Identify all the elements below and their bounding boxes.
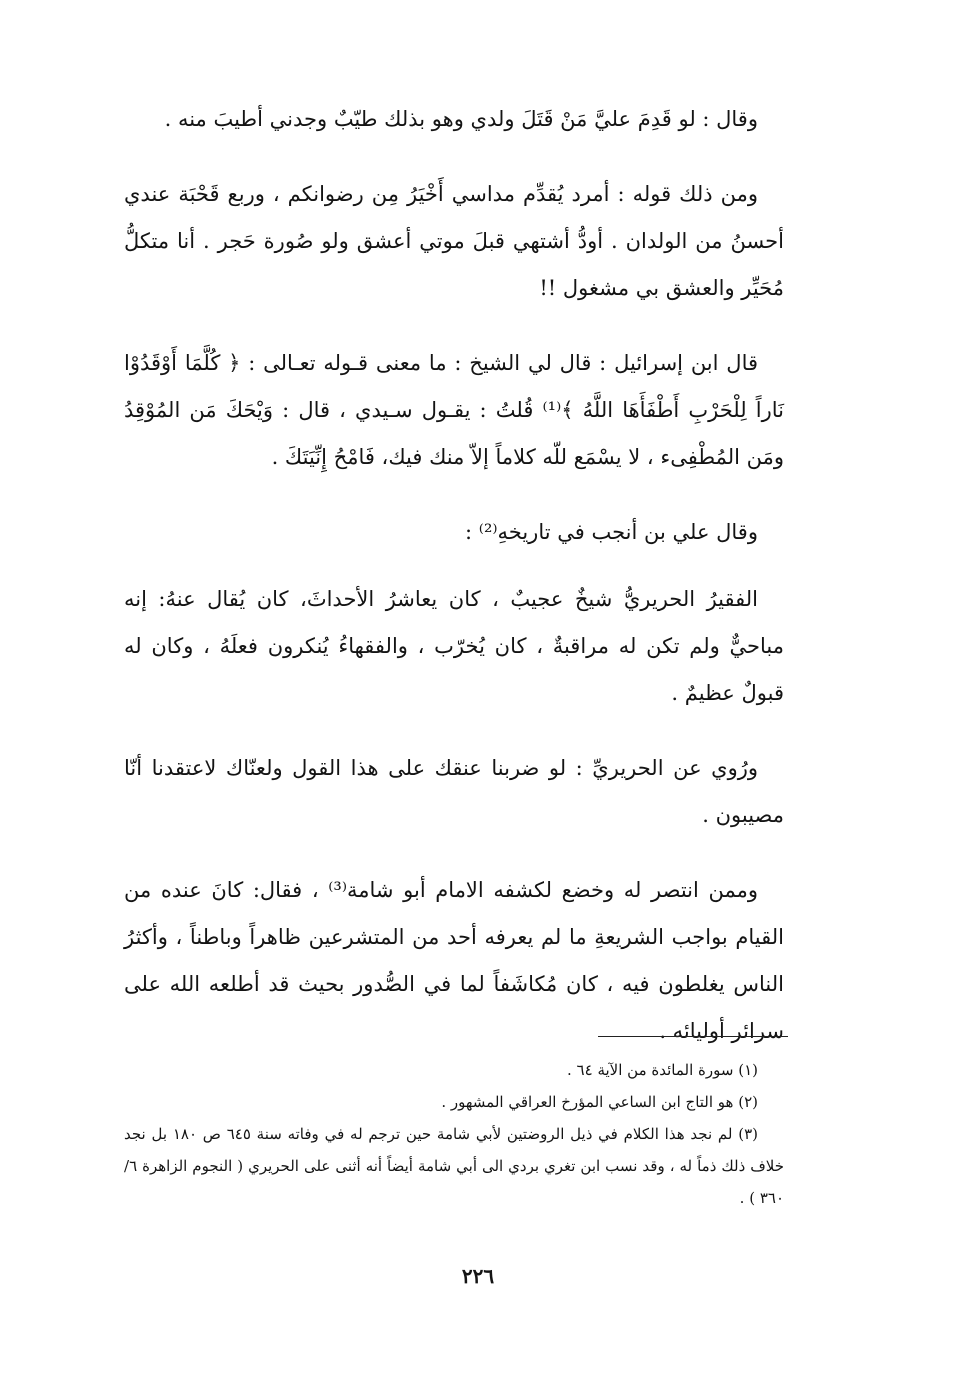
paragraph-4: وقال علي بن أنجب في تاريخهِ⁽²⁾ : (465, 520, 758, 544)
paragraph-2: ومن ذلك قوله : أمرد يُقدِّم مداسي أَخْيَرُ مِن رضوانكم ، وربع قَحْبَة عندي أحسنُ من الولدان . أودُّ أشتهي قبلَ موتي أعشق ولو صُورة حَجر . أنا متكلُّ مُحَيِّر والعشق بي مشغول !! (124, 182, 784, 300)
paragraph-6: ورُوي عن الحريريِّ : لو ضربنا عنقك على هذا القول ولعنّاك لاعتقدنا أنّا مصيبون . (124, 756, 784, 827)
footnotes (124, 1054, 784, 1214)
paragraph-3: قال ابن إسرائيل : قال لي الشيخ : ما معنى قـوله تعـالى : ﴿ كُلَّمَا أَوْقَدُوْا نَاراً لِلْحَرْبِ أَطْفَأَهَا اللَّهُ ﴾⁽¹⁾ قُلتُ : يقـول سـيدي ، قال : وَيْحَكَ مَن المُوْقِدُ ومَن المُطْفِىء ، لا يسْمَع للّه كلاماً إلاّ منك فيك، فَامْحُ إِنِّيَتَكَ . (124, 351, 784, 469)
page-number: ٢٢٦ (461, 1264, 495, 1288)
footnote-2: (٢) هو التاج ابن الساعي المؤرخ العراقي المشهور . (441, 1093, 758, 1111)
paragraph-1: وقال : لو قَدِمَ عليَّ مَنْ قَتَلَ ولدي وهو بذلك طيّبٌ وجدني أطيبَ منه . (164, 107, 758, 131)
paragraph-5: الفقيرُ الحريريُّ شيخٌ عجيبٌ ، كان يعاشرُ الأحداثَ، كان يُقال عنهُ: إنه مباحيٌّ ولم تكن له مراقبةٌ ، كان يُخرّب ، والفقهاءُ يُنكرون فعلَهُ ، وكان له قبولٌ عظيمٌ . (124, 587, 784, 705)
paragraph-7: وممن انتصر له وخضع لكشفه الامام أبو شامة⁽³⁾ ، فقال: كانَ عنده من القيام بواجب الشريعةِ ما لم يعرفه أحد من المتشرعين ظاهراً وباطناً ، وأكثرُ الناس يغلطون فيه ، كان مُكاشَفاً لما في الصُّدور بحيث قد أطلعه الله على سرائر أوليائه . (124, 878, 784, 1043)
footnote-separator (598, 1036, 788, 1037)
footnote-1: (١) سورة المائدة من الآية ٦٤ . (567, 1061, 758, 1079)
main-text (124, 96, 784, 1083)
footnote-3: (٣) لم نجد هذا الكلام في ذيل الروضتين لأبي شامة حين ترجم له في وفاته سنة ٦٤٥ ص ١٨٠ بل نجد خلاف ذلك ذماً له ، وقد نسب ابن تغري بردي الى أبي شامة أيضاً أنه أثنى على الحريري ( النجوم الزاهرة ٦/ ٣٦٠ ) . (124, 1125, 784, 1207)
